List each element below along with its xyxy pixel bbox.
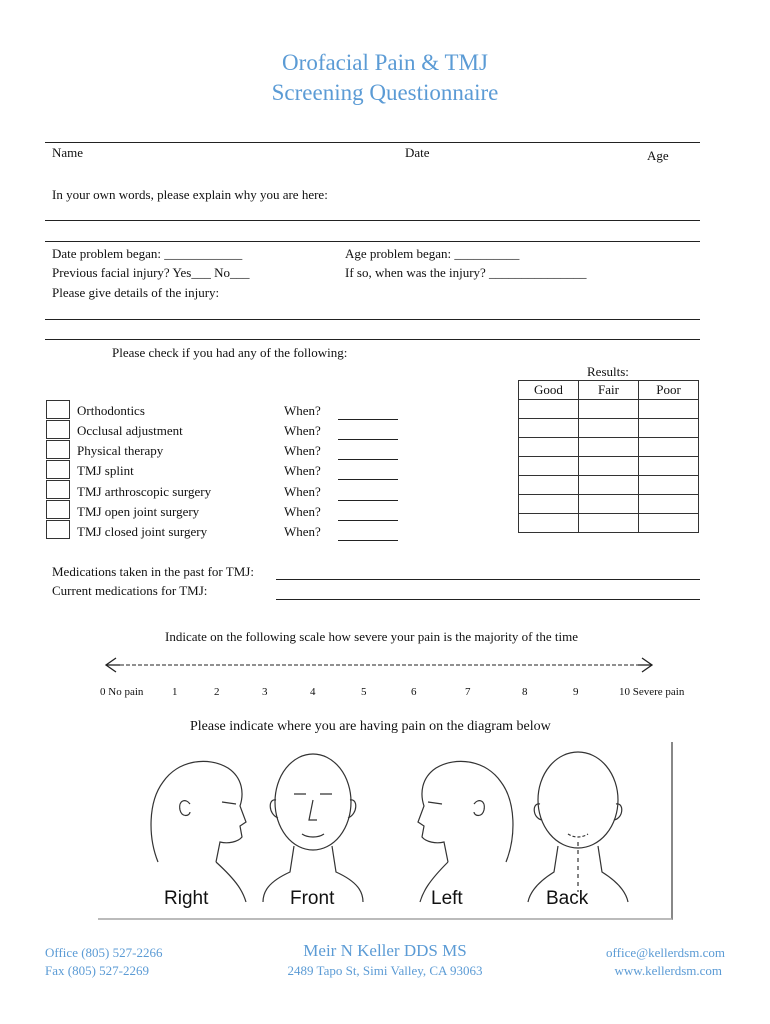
result-cell[interactable] — [579, 457, 639, 476]
treatment-label: Orthodontics — [77, 403, 145, 418]
when-input[interactable] — [338, 439, 398, 440]
email-link[interactable]: office@kellerdsm.com — [606, 945, 725, 960]
current-medications-line[interactable] — [276, 599, 700, 600]
age-began-field[interactable]: Age problem began: __________ — [345, 246, 520, 261]
head-front-icon — [263, 754, 363, 902]
pain-scale-prompt: Indicate on the following scale how severe your pain is the majority of the time — [165, 629, 578, 644]
treatment-label: Occlusal adjustment — [77, 423, 183, 438]
result-cell[interactable] — [579, 495, 639, 514]
scale-label-9[interactable]: 9 — [573, 686, 579, 698]
reason-prompt: In your own words, please explain why you are here: — [52, 187, 328, 202]
checkbox-occlusal-adjustment[interactable] — [46, 420, 70, 439]
when-input[interactable] — [338, 419, 398, 420]
date-began-field[interactable]: Date problem began: ____________ — [52, 246, 243, 261]
results-header-good: Good — [519, 381, 579, 400]
scale-label-10[interactable]: 10 Severe pain — [619, 686, 685, 698]
scale-label-0[interactable]: 0 No pain — [100, 686, 144, 698]
name-line[interactable] — [45, 142, 700, 143]
result-cell[interactable] — [579, 419, 639, 438]
when-label: When? — [284, 423, 321, 438]
result-cell[interactable] — [519, 419, 579, 438]
treatments-prompt: Please check if you had any of the following: — [112, 345, 348, 360]
checkbox-tmj-open-joint-surgery[interactable] — [46, 500, 70, 519]
results-header-poor: Poor — [639, 381, 699, 400]
scale-label-6[interactable]: 6 — [411, 686, 417, 698]
result-cell[interactable] — [519, 495, 579, 514]
past-medications-line[interactable] — [276, 579, 700, 580]
when-label: When? — [284, 403, 321, 418]
result-cell[interactable] — [639, 495, 699, 514]
scale-label-7[interactable]: 7 — [465, 686, 471, 698]
head-back-icon — [528, 752, 628, 902]
when-label: When? — [284, 443, 321, 458]
when-input[interactable] — [338, 540, 398, 541]
head-right-icon — [151, 761, 246, 902]
doctor-name: Meir N Keller DDS MS — [303, 941, 467, 960]
fax-number: Fax (805) 527-2269 — [45, 963, 149, 978]
scale-label-3[interactable]: 3 — [262, 686, 268, 698]
when-label: When? — [284, 484, 321, 499]
treatment-label: TMJ arthroscopic surgery — [77, 484, 212, 499]
result-cell[interactable] — [519, 457, 579, 476]
checkbox-tmj-arthroscopic-surgery[interactable] — [46, 480, 70, 499]
head-left-icon — [418, 761, 513, 902]
scale-label-4[interactable]: 4 — [310, 686, 316, 698]
result-cell[interactable] — [519, 514, 579, 533]
date-label: Date — [405, 145, 430, 160]
result-cell[interactable] — [639, 514, 699, 533]
checkbox-orthodontics[interactable] — [46, 400, 70, 419]
pain-scale-arrow[interactable] — [100, 655, 660, 675]
treatment-label: TMJ open joint surgery — [77, 504, 200, 519]
result-cell[interactable] — [579, 438, 639, 457]
website-link[interactable]: www.kellerdsm.com — [614, 963, 722, 978]
form-title-line2: Screening Questionnaire — [271, 80, 499, 105]
scale-label-8[interactable]: 8 — [522, 686, 528, 698]
current-medications-label: Current medications for TMJ: — [52, 583, 208, 598]
checkbox-tmj-splint[interactable] — [46, 460, 70, 479]
result-cell[interactable] — [639, 438, 699, 457]
details-line-1[interactable] — [45, 319, 700, 320]
checkbox-tmj-closed-joint-surgery[interactable] — [46, 520, 70, 539]
treatment-label: TMJ closed joint surgery — [77, 524, 208, 539]
treatment-label: TMJ splint — [77, 463, 134, 478]
result-cell[interactable] — [639, 476, 699, 495]
results-table — [518, 380, 699, 533]
when-injury-field[interactable]: If so, when was the injury? _______________ — [345, 265, 587, 280]
view-label-right: Right — [164, 888, 209, 909]
result-cell[interactable] — [639, 457, 699, 476]
results-label: Results: — [587, 364, 629, 379]
checkbox-physical-therapy[interactable] — [46, 440, 70, 459]
diagram-prompt: Please indicate where you are having pain on the diagram below — [190, 719, 551, 734]
result-cell[interactable] — [519, 400, 579, 419]
scale-label-2[interactable]: 2 — [214, 686, 220, 698]
name-label: Name — [52, 145, 84, 160]
when-input[interactable] — [338, 479, 398, 480]
details-line-2[interactable] — [45, 339, 700, 340]
age-label: Age — [647, 148, 669, 163]
when-input[interactable] — [338, 520, 398, 521]
result-cell[interactable] — [579, 514, 639, 533]
previous-injury-field[interactable]: Previous facial injury? Yes___ No___ — [52, 265, 250, 280]
office-phone[interactable]: Office (805) 527-2266 — [45, 945, 163, 960]
head-diagram[interactable] — [98, 742, 673, 920]
when-input[interactable] — [338, 500, 398, 501]
reason-line-2[interactable] — [45, 241, 700, 242]
result-cell[interactable] — [639, 419, 699, 438]
past-medications-label: Medications taken in the past for TMJ: — [52, 564, 254, 579]
when-input[interactable] — [338, 459, 398, 460]
view-label-front: Front — [290, 888, 335, 909]
scale-label-5[interactable]: 5 — [361, 686, 367, 698]
results-header-fair: Fair — [579, 381, 639, 400]
result-cell[interactable] — [519, 438, 579, 457]
reason-line-1[interactable] — [45, 220, 700, 221]
result-cell[interactable] — [579, 400, 639, 419]
injury-details-label: Please give details of the injury: — [52, 285, 220, 300]
form-title-line1: Orofacial Pain & TMJ — [282, 50, 488, 75]
view-label-back: Back — [546, 888, 589, 909]
view-label-left: Left — [431, 888, 463, 909]
when-label: When? — [284, 524, 321, 539]
treatment-label: Physical therapy — [77, 443, 164, 458]
office-address: 2489 Tapo St, Simi Valley, CA 93063 — [287, 963, 483, 978]
result-cell[interactable] — [519, 476, 579, 495]
when-label: When? — [284, 504, 321, 519]
scale-label-1[interactable]: 1 — [172, 686, 178, 698]
result-cell[interactable] — [579, 476, 639, 495]
result-cell[interactable] — [639, 400, 699, 419]
when-label: When? — [284, 463, 321, 478]
